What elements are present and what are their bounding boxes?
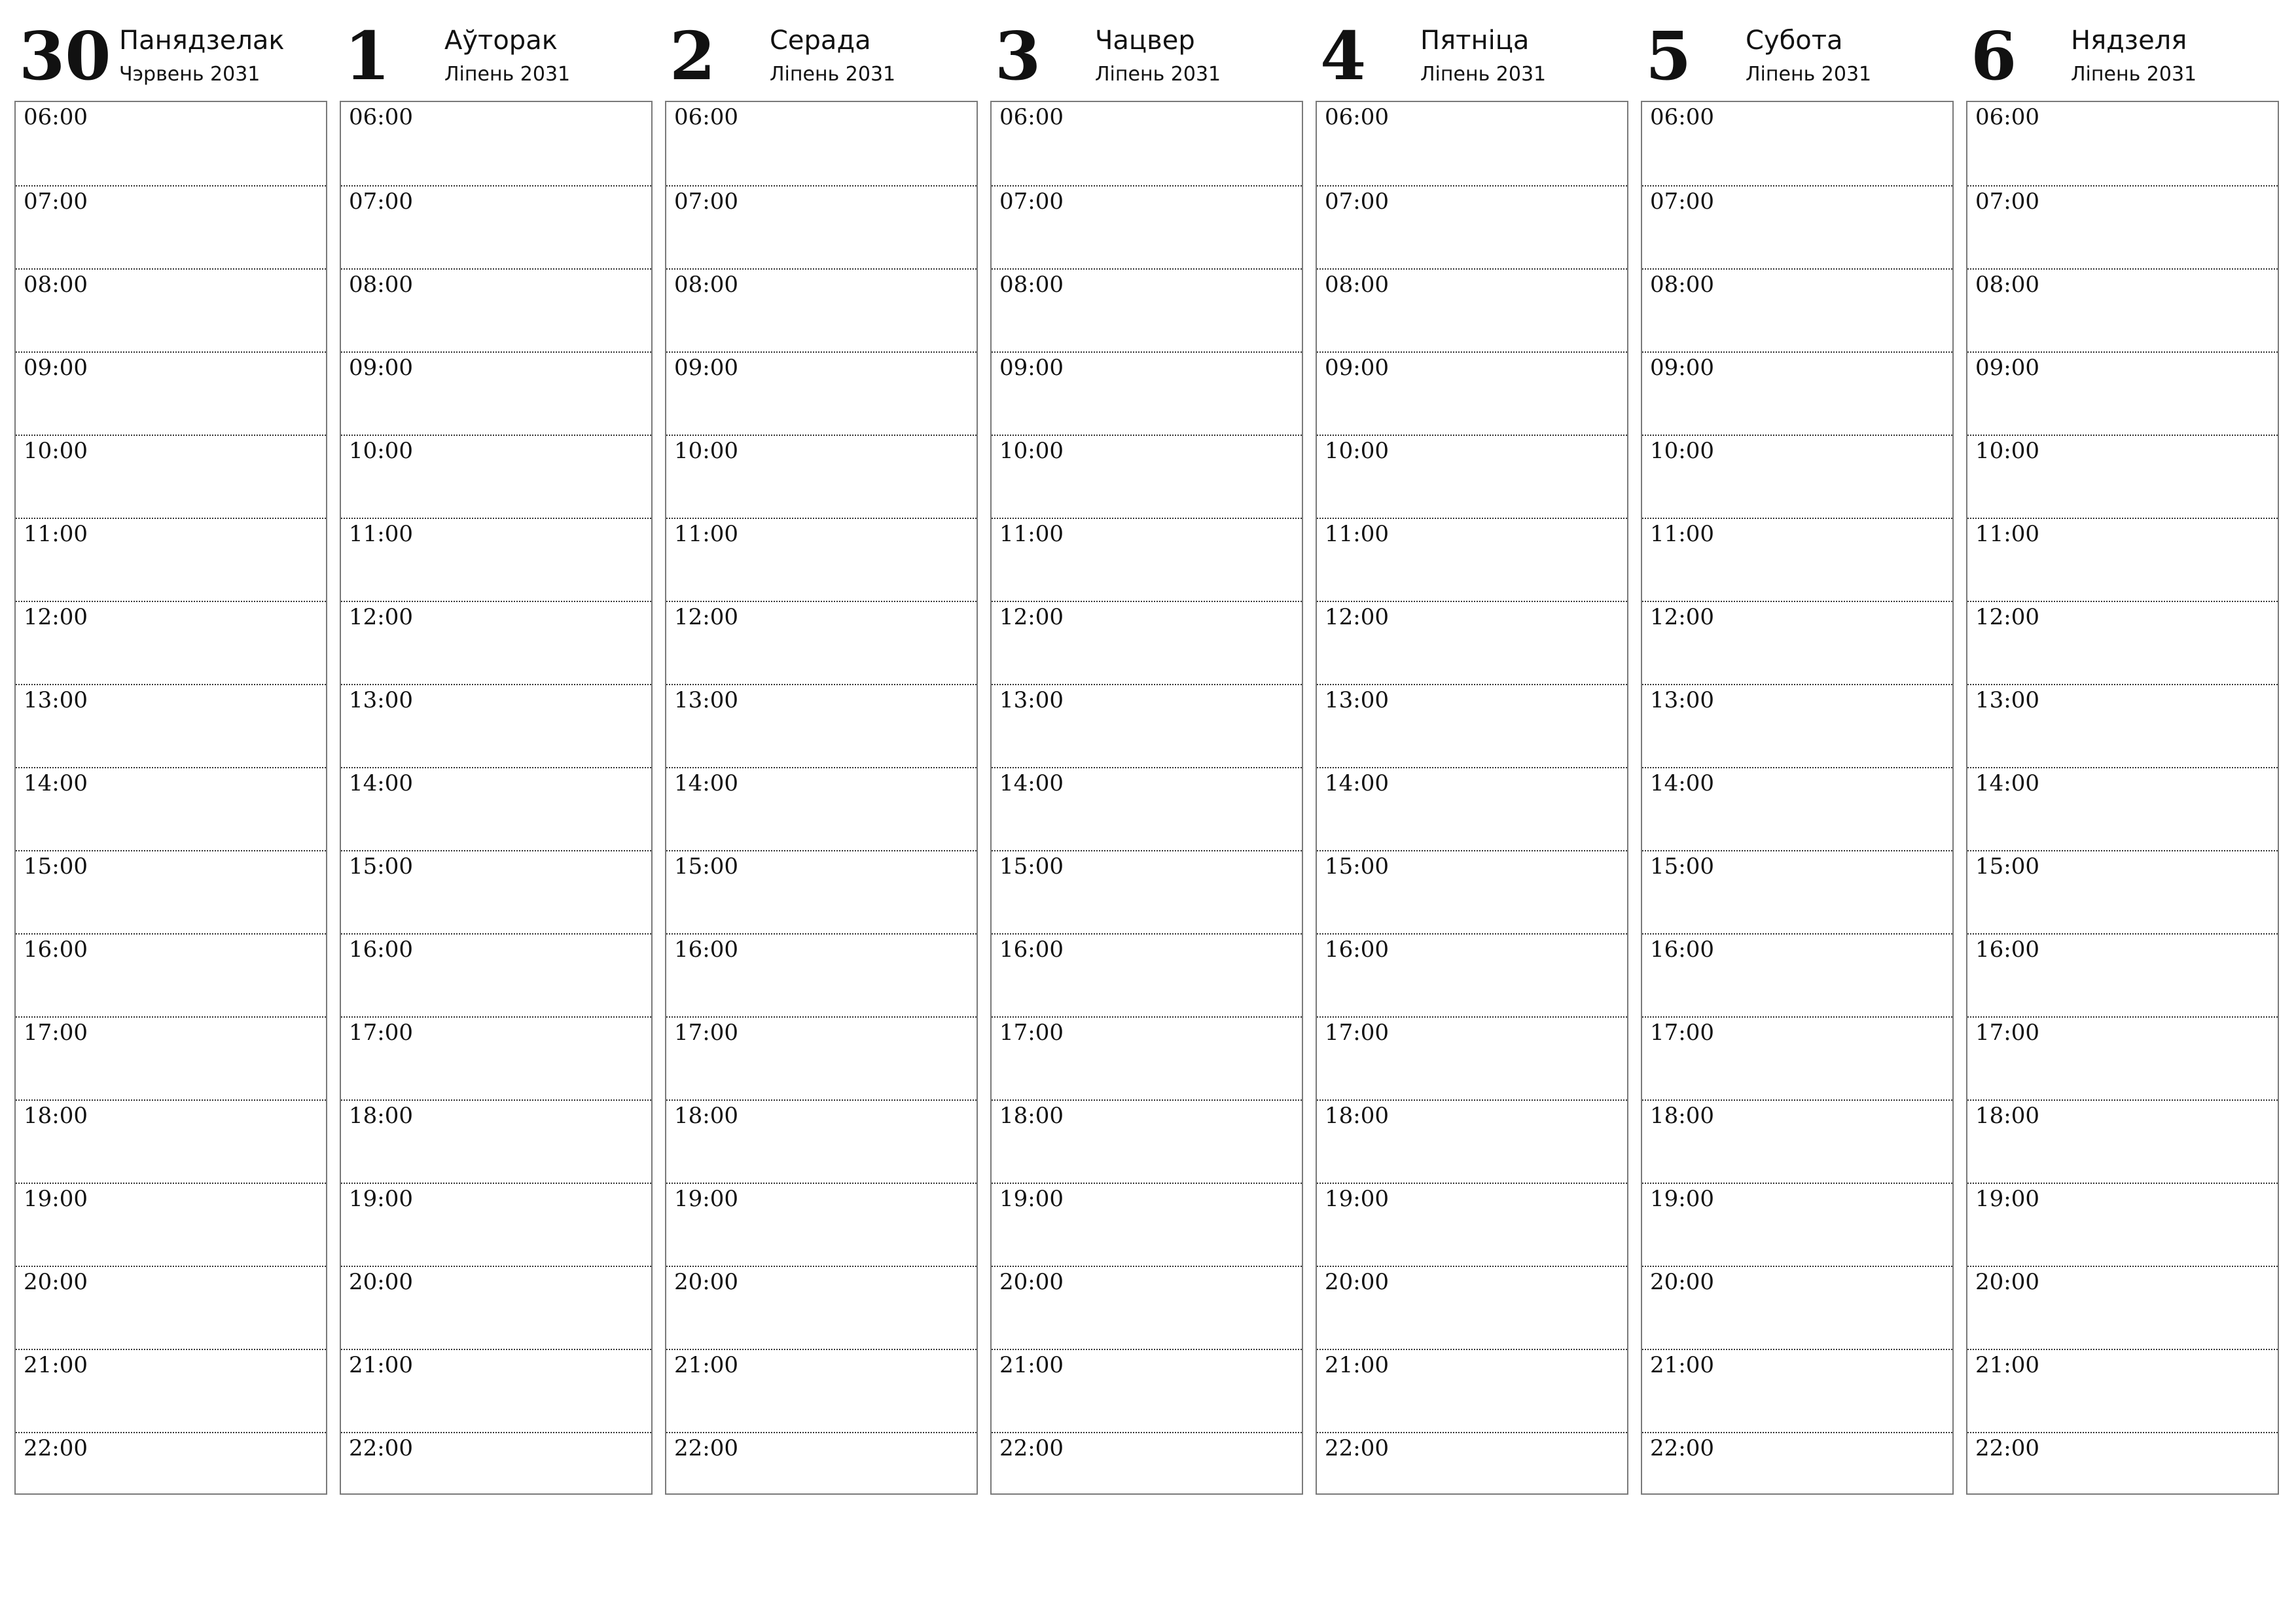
hour-slot[interactable]	[341, 268, 651, 351]
hour-label: 12:00	[999, 604, 1064, 630]
day-number: 30	[19, 17, 111, 95]
day-number: 4	[1320, 17, 1367, 95]
hour-slot[interactable]	[992, 185, 1302, 268]
hour-slot[interactable]	[666, 767, 977, 850]
hour-slot[interactable]	[1317, 1183, 1627, 1266]
hour-label: 21:00	[999, 1352, 1064, 1378]
hour-label: 08:00	[999, 272, 1064, 298]
hour-slot[interactable]	[1317, 351, 1627, 435]
hour-slot[interactable]	[1967, 185, 2278, 268]
day-header	[1316, 0, 1628, 99]
hour-slot[interactable]	[666, 1099, 977, 1183]
weekday-name: Панядзелак	[119, 26, 285, 56]
hour-slot[interactable]	[1642, 933, 1952, 1016]
hour-slot[interactable]	[1317, 1099, 1627, 1183]
hour-slot[interactable]	[666, 1349, 977, 1432]
hour-slot[interactable]	[1642, 435, 1952, 518]
day-header	[665, 0, 978, 99]
hour-label: 14:00	[674, 770, 738, 796]
hour-label: 13:00	[1325, 687, 1389, 713]
hour-label: 11:00	[24, 521, 88, 547]
hour-slot[interactable]	[341, 102, 651, 185]
hour-slot[interactable]	[1642, 351, 1952, 435]
hour-slot[interactable]	[1967, 351, 2278, 435]
hour-label: 14:00	[349, 770, 413, 796]
hour-label: 10:00	[1975, 438, 2039, 464]
hour-slot[interactable]	[992, 1183, 1302, 1266]
hour-slot[interactable]	[992, 684, 1302, 767]
hour-label: 08:00	[1325, 272, 1389, 298]
hour-slot[interactable]	[1642, 518, 1952, 601]
hour-label: 17:00	[1325, 1020, 1389, 1046]
hour-slot[interactable]	[666, 601, 977, 684]
hour-label: 20:00	[1650, 1269, 1714, 1295]
hour-label: 09:00	[24, 355, 88, 381]
hour-slot[interactable]	[992, 933, 1302, 1016]
hour-label: 06:00	[674, 104, 738, 130]
hour-label: 16:00	[999, 936, 1064, 963]
hour-label: 17:00	[24, 1020, 88, 1046]
hour-label: 16:00	[1325, 936, 1389, 963]
hour-slot[interactable]	[1967, 1266, 2278, 1349]
hour-slot[interactable]	[16, 435, 326, 518]
hour-slot[interactable]	[341, 684, 651, 767]
hour-label: 09:00	[674, 355, 738, 381]
hour-slot[interactable]	[1967, 850, 2278, 933]
hour-label: 10:00	[24, 438, 88, 464]
hour-slot[interactable]	[16, 1432, 326, 1515]
hour-label: 13:00	[674, 687, 738, 713]
hour-slot[interactable]	[1967, 767, 2278, 850]
hour-label: 09:00	[1650, 355, 1714, 381]
hour-slot[interactable]	[992, 601, 1302, 684]
hour-label: 13:00	[349, 687, 413, 713]
hour-slot[interactable]	[1967, 268, 2278, 351]
hour-label: 08:00	[1975, 272, 2039, 298]
hour-label: 19:00	[674, 1186, 738, 1212]
hour-slot[interactable]	[16, 1266, 326, 1349]
hour-label: 13:00	[1650, 687, 1714, 713]
hour-slot[interactable]	[341, 1432, 651, 1515]
weekday-name: Субота	[1746, 26, 1843, 56]
hour-label: 21:00	[1650, 1352, 1714, 1378]
hour-slot[interactable]	[666, 933, 977, 1016]
hour-slot[interactable]	[16, 933, 326, 1016]
hour-slot[interactable]	[341, 1266, 651, 1349]
hour-slot[interactable]	[1642, 1266, 1952, 1349]
hour-label: 16:00	[1650, 936, 1714, 963]
hour-slot[interactable]	[666, 518, 977, 601]
day-column	[1316, 0, 1628, 1505]
hour-label: 18:00	[1975, 1103, 2039, 1129]
hour-label: 15:00	[674, 853, 738, 880]
hour-label: 18:00	[24, 1103, 88, 1129]
hour-label: 22:00	[1975, 1435, 2039, 1461]
hour-label: 22:00	[1325, 1435, 1389, 1461]
month-year: Ліпень 2031	[1746, 63, 1872, 86]
hour-label: 06:00	[999, 104, 1064, 130]
hour-slot[interactable]	[1967, 933, 2278, 1016]
day-column	[14, 0, 327, 1505]
hour-slot[interactable]	[666, 1266, 977, 1349]
hour-slot[interactable]	[16, 102, 326, 185]
hour-slot[interactable]	[16, 1099, 326, 1183]
hour-slot[interactable]	[1642, 1016, 1952, 1099]
hour-label: 11:00	[1650, 521, 1714, 547]
hour-slot[interactable]	[1642, 767, 1952, 850]
day-schedule-box	[1641, 101, 1954, 1495]
hour-label: 12:00	[1325, 604, 1389, 630]
hour-slot[interactable]	[341, 518, 651, 601]
hour-label: 09:00	[1325, 355, 1389, 381]
hour-slot[interactable]	[16, 1349, 326, 1432]
hour-slot[interactable]	[1642, 1432, 1952, 1515]
hour-label: 11:00	[1325, 521, 1389, 547]
month-year: Ліпень 2031	[1095, 63, 1221, 86]
month-year: Ліпень 2031	[2071, 63, 2197, 86]
hour-slot[interactable]	[1317, 435, 1627, 518]
hour-slot[interactable]	[341, 850, 651, 933]
hour-label: 20:00	[1975, 1269, 2039, 1295]
day-column	[1641, 0, 1954, 1505]
hour-slot[interactable]	[1642, 850, 1952, 933]
hour-label: 11:00	[349, 521, 413, 547]
hour-slot[interactable]	[1967, 1099, 2278, 1183]
hour-slot[interactable]	[666, 268, 977, 351]
weekday-name: Нядзеля	[2071, 26, 2187, 56]
hour-label: 15:00	[1650, 853, 1714, 880]
weekday-name: Аўторак	[444, 26, 558, 56]
hour-slot[interactable]	[341, 1099, 651, 1183]
hour-slot[interactable]	[1967, 435, 2278, 518]
hour-slot[interactable]	[16, 351, 326, 435]
hour-slot[interactable]	[1642, 1183, 1952, 1266]
hour-slot[interactable]	[16, 518, 326, 601]
hour-label: 07:00	[999, 188, 1064, 215]
hour-slot[interactable]	[1317, 933, 1627, 1016]
hour-slot[interactable]	[1317, 518, 1627, 601]
hour-slot[interactable]	[992, 1266, 1302, 1349]
hour-label: 22:00	[999, 1435, 1064, 1461]
hour-slot[interactable]	[1317, 1432, 1627, 1515]
day-column	[1966, 0, 2279, 1505]
hour-label: 12:00	[1975, 604, 2039, 630]
hour-label: 22:00	[24, 1435, 88, 1461]
hour-slot[interactable]	[16, 601, 326, 684]
hour-slot[interactable]	[16, 767, 326, 850]
hour-slot[interactable]	[1642, 268, 1952, 351]
weekday-name: Пятніца	[1420, 26, 1530, 56]
day-header	[340, 0, 653, 99]
hour-slot[interactable]	[992, 1016, 1302, 1099]
hour-label: 20:00	[349, 1269, 413, 1295]
hour-label: 09:00	[1975, 355, 2039, 381]
hour-slot[interactable]	[1642, 185, 1952, 268]
hour-label: 17:00	[349, 1020, 413, 1046]
hour-slot[interactable]	[992, 102, 1302, 185]
hour-slot[interactable]	[1967, 1016, 2278, 1099]
weekday-name: Чацвер	[1095, 26, 1195, 56]
hour-label: 19:00	[24, 1186, 88, 1212]
day-schedule-box	[1966, 101, 2279, 1495]
hour-slot[interactable]	[341, 601, 651, 684]
hour-label: 21:00	[24, 1352, 88, 1378]
hour-label: 18:00	[349, 1103, 413, 1129]
hour-slot[interactable]	[1317, 185, 1627, 268]
hour-label: 07:00	[1325, 188, 1389, 215]
month-year: Ліпень 2031	[1420, 63, 1547, 86]
hour-label: 17:00	[674, 1020, 738, 1046]
hour-label: 16:00	[24, 936, 88, 963]
hour-slot[interactable]	[16, 185, 326, 268]
hour-label: 12:00	[674, 604, 738, 630]
hour-slot[interactable]	[16, 850, 326, 933]
hour-slot[interactable]	[1967, 1349, 2278, 1432]
hour-slot[interactable]	[1317, 850, 1627, 933]
hour-label: 14:00	[1325, 770, 1389, 796]
hour-label: 19:00	[1650, 1186, 1714, 1212]
hour-label: 17:00	[1975, 1020, 2039, 1046]
hour-label: 10:00	[1325, 438, 1389, 464]
hour-slot[interactable]	[1642, 102, 1952, 185]
hour-label: 15:00	[349, 853, 413, 880]
hour-label: 07:00	[349, 188, 413, 215]
month-year: Ліпень 2031	[444, 63, 571, 86]
hour-slot[interactable]	[666, 1432, 977, 1515]
hour-slot[interactable]	[1967, 1432, 2278, 1515]
hour-label: 09:00	[349, 355, 413, 381]
hour-label: 14:00	[1975, 770, 2039, 796]
hour-slot[interactable]	[1317, 684, 1627, 767]
day-column	[340, 0, 653, 1505]
hour-label: 10:00	[674, 438, 738, 464]
hour-slot[interactable]	[341, 933, 651, 1016]
hour-label: 21:00	[1975, 1352, 2039, 1378]
hour-slot[interactable]	[341, 767, 651, 850]
hour-label: 20:00	[999, 1269, 1064, 1295]
hour-slot[interactable]	[16, 268, 326, 351]
hour-label: 06:00	[1325, 104, 1389, 130]
hour-label: 16:00	[349, 936, 413, 963]
hour-label: 19:00	[349, 1186, 413, 1212]
hour-slot[interactable]	[666, 850, 977, 933]
hour-label: 18:00	[1325, 1103, 1389, 1129]
hour-slot[interactable]	[992, 1432, 1302, 1515]
hour-label: 19:00	[999, 1186, 1064, 1212]
day-schedule-box	[14, 101, 327, 1495]
hour-label: 15:00	[24, 853, 88, 880]
hour-slot[interactable]	[341, 185, 651, 268]
hour-label: 17:00	[999, 1020, 1064, 1046]
hour-slot[interactable]	[341, 351, 651, 435]
hour-label: 19:00	[1975, 1186, 2039, 1212]
hour-label: 07:00	[674, 188, 738, 215]
day-header	[1966, 0, 2279, 99]
hour-label: 14:00	[999, 770, 1064, 796]
hour-label: 18:00	[999, 1103, 1064, 1129]
day-number: 2	[670, 17, 716, 95]
hour-label: 20:00	[674, 1269, 738, 1295]
day-number: 1	[344, 17, 391, 95]
hour-slot[interactable]	[1317, 1016, 1627, 1099]
hour-label: 19:00	[1325, 1186, 1389, 1212]
hour-label: 22:00	[1650, 1435, 1714, 1461]
hour-label: 13:00	[999, 687, 1064, 713]
hour-label: 07:00	[24, 188, 88, 215]
hour-slot[interactable]	[992, 850, 1302, 933]
hour-label: 08:00	[674, 272, 738, 298]
hour-slot[interactable]	[1967, 102, 2278, 185]
hour-label: 06:00	[349, 104, 413, 130]
day-header	[14, 0, 327, 99]
hour-slot[interactable]	[1317, 1349, 1627, 1432]
hour-label: 11:00	[1975, 521, 2039, 547]
hour-label: 14:00	[1650, 770, 1714, 796]
month-year: Чэрвень 2031	[119, 63, 260, 86]
hour-slot[interactable]	[992, 351, 1302, 435]
hour-slot[interactable]	[1967, 1183, 2278, 1266]
hour-slot[interactable]	[666, 102, 977, 185]
hour-label: 06:00	[24, 104, 88, 130]
hour-slot[interactable]	[1317, 102, 1627, 185]
hour-label: 21:00	[349, 1352, 413, 1378]
hour-label: 20:00	[1325, 1269, 1389, 1295]
hour-label: 15:00	[1975, 853, 2039, 880]
hour-label: 09:00	[999, 355, 1064, 381]
hour-slot[interactable]	[1317, 601, 1627, 684]
hour-slot[interactable]	[1642, 1099, 1952, 1183]
hour-slot[interactable]	[16, 684, 326, 767]
hour-slot[interactable]	[992, 767, 1302, 850]
hour-label: 12:00	[24, 604, 88, 630]
hour-label: 06:00	[1975, 104, 2039, 130]
hour-slot[interactable]	[666, 351, 977, 435]
day-number: 5	[1645, 17, 1692, 95]
hour-label: 11:00	[999, 521, 1064, 547]
hour-label: 22:00	[349, 1435, 413, 1461]
day-number: 6	[1971, 17, 2017, 95]
hour-slot[interactable]	[1642, 1349, 1952, 1432]
hour-slot[interactable]	[992, 1099, 1302, 1183]
hour-label: 07:00	[1975, 188, 2039, 215]
day-column	[665, 0, 978, 1505]
day-number: 3	[995, 17, 1041, 95]
hour-slot[interactable]	[666, 684, 977, 767]
hour-slot[interactable]	[1967, 684, 2278, 767]
hour-slot[interactable]	[992, 518, 1302, 601]
hour-label: 13:00	[1975, 687, 2039, 713]
hour-label: 10:00	[349, 438, 413, 464]
hour-label: 10:00	[999, 438, 1064, 464]
day-schedule-box	[1316, 101, 1628, 1495]
hour-slot[interactable]	[1967, 601, 2278, 684]
hour-label: 10:00	[1650, 438, 1714, 464]
hour-slot[interactable]	[1642, 684, 1952, 767]
hour-slot[interactable]	[1642, 601, 1952, 684]
hour-slot[interactable]	[1317, 1266, 1627, 1349]
hour-label: 21:00	[674, 1352, 738, 1378]
hour-slot[interactable]	[341, 1016, 651, 1099]
hour-label: 14:00	[24, 770, 88, 796]
day-header	[1641, 0, 1954, 99]
hour-label: 18:00	[674, 1103, 738, 1129]
hour-slot[interactable]	[16, 1183, 326, 1266]
hour-slot[interactable]	[1317, 767, 1627, 850]
hour-label: 06:00	[1650, 104, 1714, 130]
hour-slot[interactable]	[1967, 518, 2278, 601]
day-column	[990, 0, 1303, 1505]
hour-label: 15:00	[999, 853, 1064, 880]
hour-label: 16:00	[674, 936, 738, 963]
weekday-name: Серада	[770, 26, 871, 56]
hour-slot[interactable]	[1317, 268, 1627, 351]
hour-label: 08:00	[1650, 272, 1714, 298]
hour-slot[interactable]	[666, 1016, 977, 1099]
hour-label: 07:00	[1650, 188, 1714, 215]
day-header	[990, 0, 1303, 99]
hour-slot[interactable]	[666, 1183, 977, 1266]
hour-label: 21:00	[1325, 1352, 1389, 1378]
hour-label: 08:00	[24, 272, 88, 298]
hour-slot[interactable]	[992, 1349, 1302, 1432]
hour-slot[interactable]	[341, 1349, 651, 1432]
month-year: Ліпень 2031	[770, 63, 896, 86]
hour-label: 17:00	[1650, 1020, 1714, 1046]
hour-label: 11:00	[674, 521, 738, 547]
hour-label: 15:00	[1325, 853, 1389, 880]
hour-label: 20:00	[24, 1269, 88, 1295]
hour-label: 18:00	[1650, 1103, 1714, 1129]
hour-label: 13:00	[24, 687, 88, 713]
hour-label: 12:00	[349, 604, 413, 630]
weekly-planner	[14, 0, 2293, 1505]
hour-slot[interactable]	[341, 1183, 651, 1266]
hour-label: 08:00	[349, 272, 413, 298]
day-schedule-box	[665, 101, 978, 1495]
day-schedule-box	[340, 101, 653, 1495]
day-schedule-box	[990, 101, 1303, 1495]
hour-slot[interactable]	[666, 435, 977, 518]
hour-slot[interactable]	[666, 185, 977, 268]
hour-slot[interactable]	[341, 435, 651, 518]
hour-slot[interactable]	[992, 268, 1302, 351]
hour-label: 16:00	[1975, 936, 2039, 963]
hour-label: 12:00	[1650, 604, 1714, 630]
hour-slot[interactable]	[16, 1016, 326, 1099]
hour-slot[interactable]	[992, 435, 1302, 518]
hour-label: 22:00	[674, 1435, 738, 1461]
